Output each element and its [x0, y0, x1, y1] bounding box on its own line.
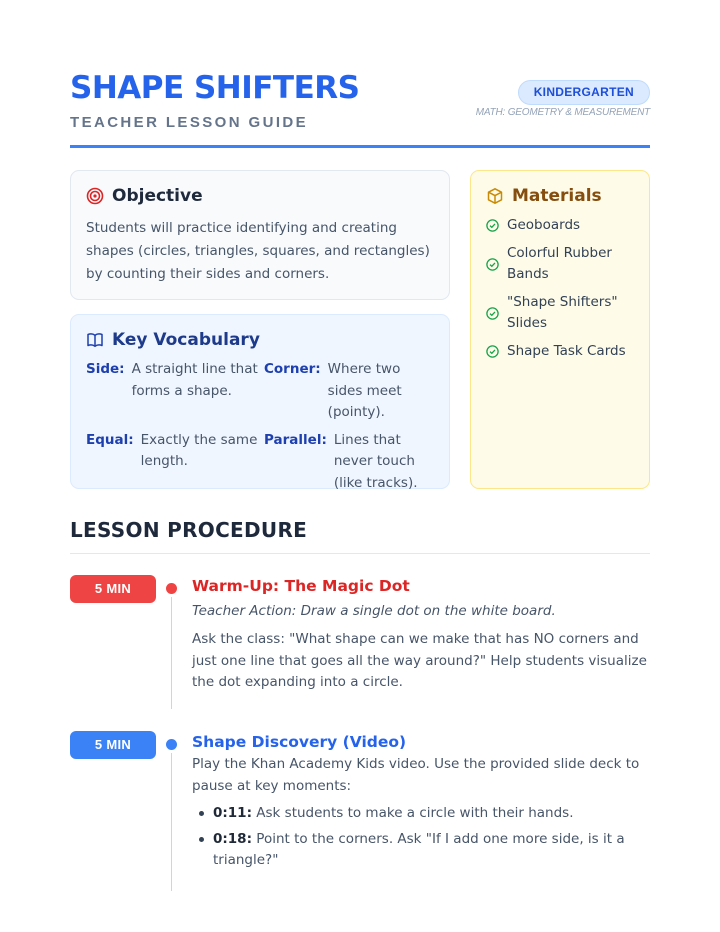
grade-badge: KINDERGARTEN [518, 80, 650, 105]
bullet-item [192, 829, 650, 872]
step-title: Warm-Up: The Magic Dot [192, 577, 410, 595]
bullet-timestamp: 0:11: [213, 805, 252, 821]
materials-card [470, 170, 650, 489]
materials-item [486, 243, 634, 285]
materials-title: Materials [512, 186, 602, 206]
time-badge: 5 MIN [70, 731, 156, 759]
book-icon [86, 331, 104, 349]
vocab-term: Parallel: [264, 431, 327, 448]
header-divider [70, 145, 650, 148]
vocabulary-header [86, 329, 434, 351]
bullet-text: Point to the corners. Ask "If I add one more side, is it a triangle?" [213, 830, 625, 868]
objective-title: Objective [112, 186, 203, 206]
check-circle-icon [486, 345, 499, 358]
materials-item-label: Colorful Rubber Bands [507, 245, 612, 282]
bullet-text: Ask students to make a circle with their hands. [256, 805, 574, 821]
vocab-item-equal [86, 430, 264, 495]
timeline-line [171, 597, 172, 709]
step-description: Ask the class: "What shape can we make that has NO corners and just one line that goes all the way around?" Help students visualize the dot expanding into a circle. [192, 631, 647, 690]
vocab-definition: A straight line that forms a shape. [131, 361, 258, 399]
vocab-definition: Where two sides meet (pointy). [327, 361, 402, 420]
materials-item-label: "Shape Shifters" Slides [507, 294, 618, 331]
page-header [70, 70, 650, 150]
step-title: Shape Discovery (Video) [192, 733, 407, 751]
check-circle-icon [486, 258, 499, 271]
vocabulary-card [70, 314, 450, 489]
materials-item [486, 292, 634, 334]
check-circle-icon [486, 307, 499, 320]
vocab-item-corner [264, 359, 434, 424]
vocabulary-title: Key Vocabulary [112, 330, 260, 350]
materials-item-label: Geoboards [507, 217, 581, 233]
check-circle-icon [486, 219, 499, 232]
materials-list [486, 215, 634, 362]
objective-card [70, 170, 450, 300]
materials-item [486, 341, 634, 362]
vocab-definition: Lines that never touch (like tracks). [333, 431, 418, 491]
step-content [192, 575, 650, 694]
materials-header [486, 185, 634, 207]
time-badge: 5 MIN [70, 575, 156, 603]
vocab-item-side [86, 359, 264, 424]
procedure-divider [70, 553, 650, 554]
subject-label: MATH: GEOMETRY & MEASUREMENT [475, 107, 650, 118]
timeline-line [171, 753, 172, 891]
lesson-title: SHAPE SHIFTERS [70, 70, 360, 106]
vocab-term: Side: [86, 361, 125, 377]
objective-text: Students will practice identifying and creating shapes (circles, triangles, squares, and rectangles) by counting their sides and corners. [86, 220, 430, 282]
teacher-action: Teacher Action: Draw a single dot on the white board. [192, 603, 556, 619]
objective-header [86, 185, 434, 207]
bullet-timestamp: 0:18: [213, 830, 252, 847]
target-icon [86, 187, 104, 205]
vocab-definition: Exactly the same length. [140, 431, 258, 469]
bullet-item [192, 803, 650, 825]
step-description: Play the Khan Academy Kids video. Use the provided slide deck to pause at key moments: [192, 756, 640, 794]
materials-item-label: Shape Task Cards [507, 343, 626, 359]
materials-item [486, 215, 634, 236]
timeline-dot [166, 583, 177, 594]
procedure-heading: LESSON PROCEDURE [70, 518, 308, 542]
lesson-subtitle: TEACHER LESSON GUIDE [70, 114, 309, 131]
box-icon [486, 187, 504, 205]
vocab-term: Equal: [86, 431, 134, 448]
step-content [192, 731, 650, 876]
vocab-term: Corner: [264, 361, 321, 377]
step-bullets [192, 803, 650, 872]
vocabulary-list [86, 359, 434, 500]
vocab-item-parallel [264, 430, 434, 495]
timeline-dot [166, 739, 177, 750]
